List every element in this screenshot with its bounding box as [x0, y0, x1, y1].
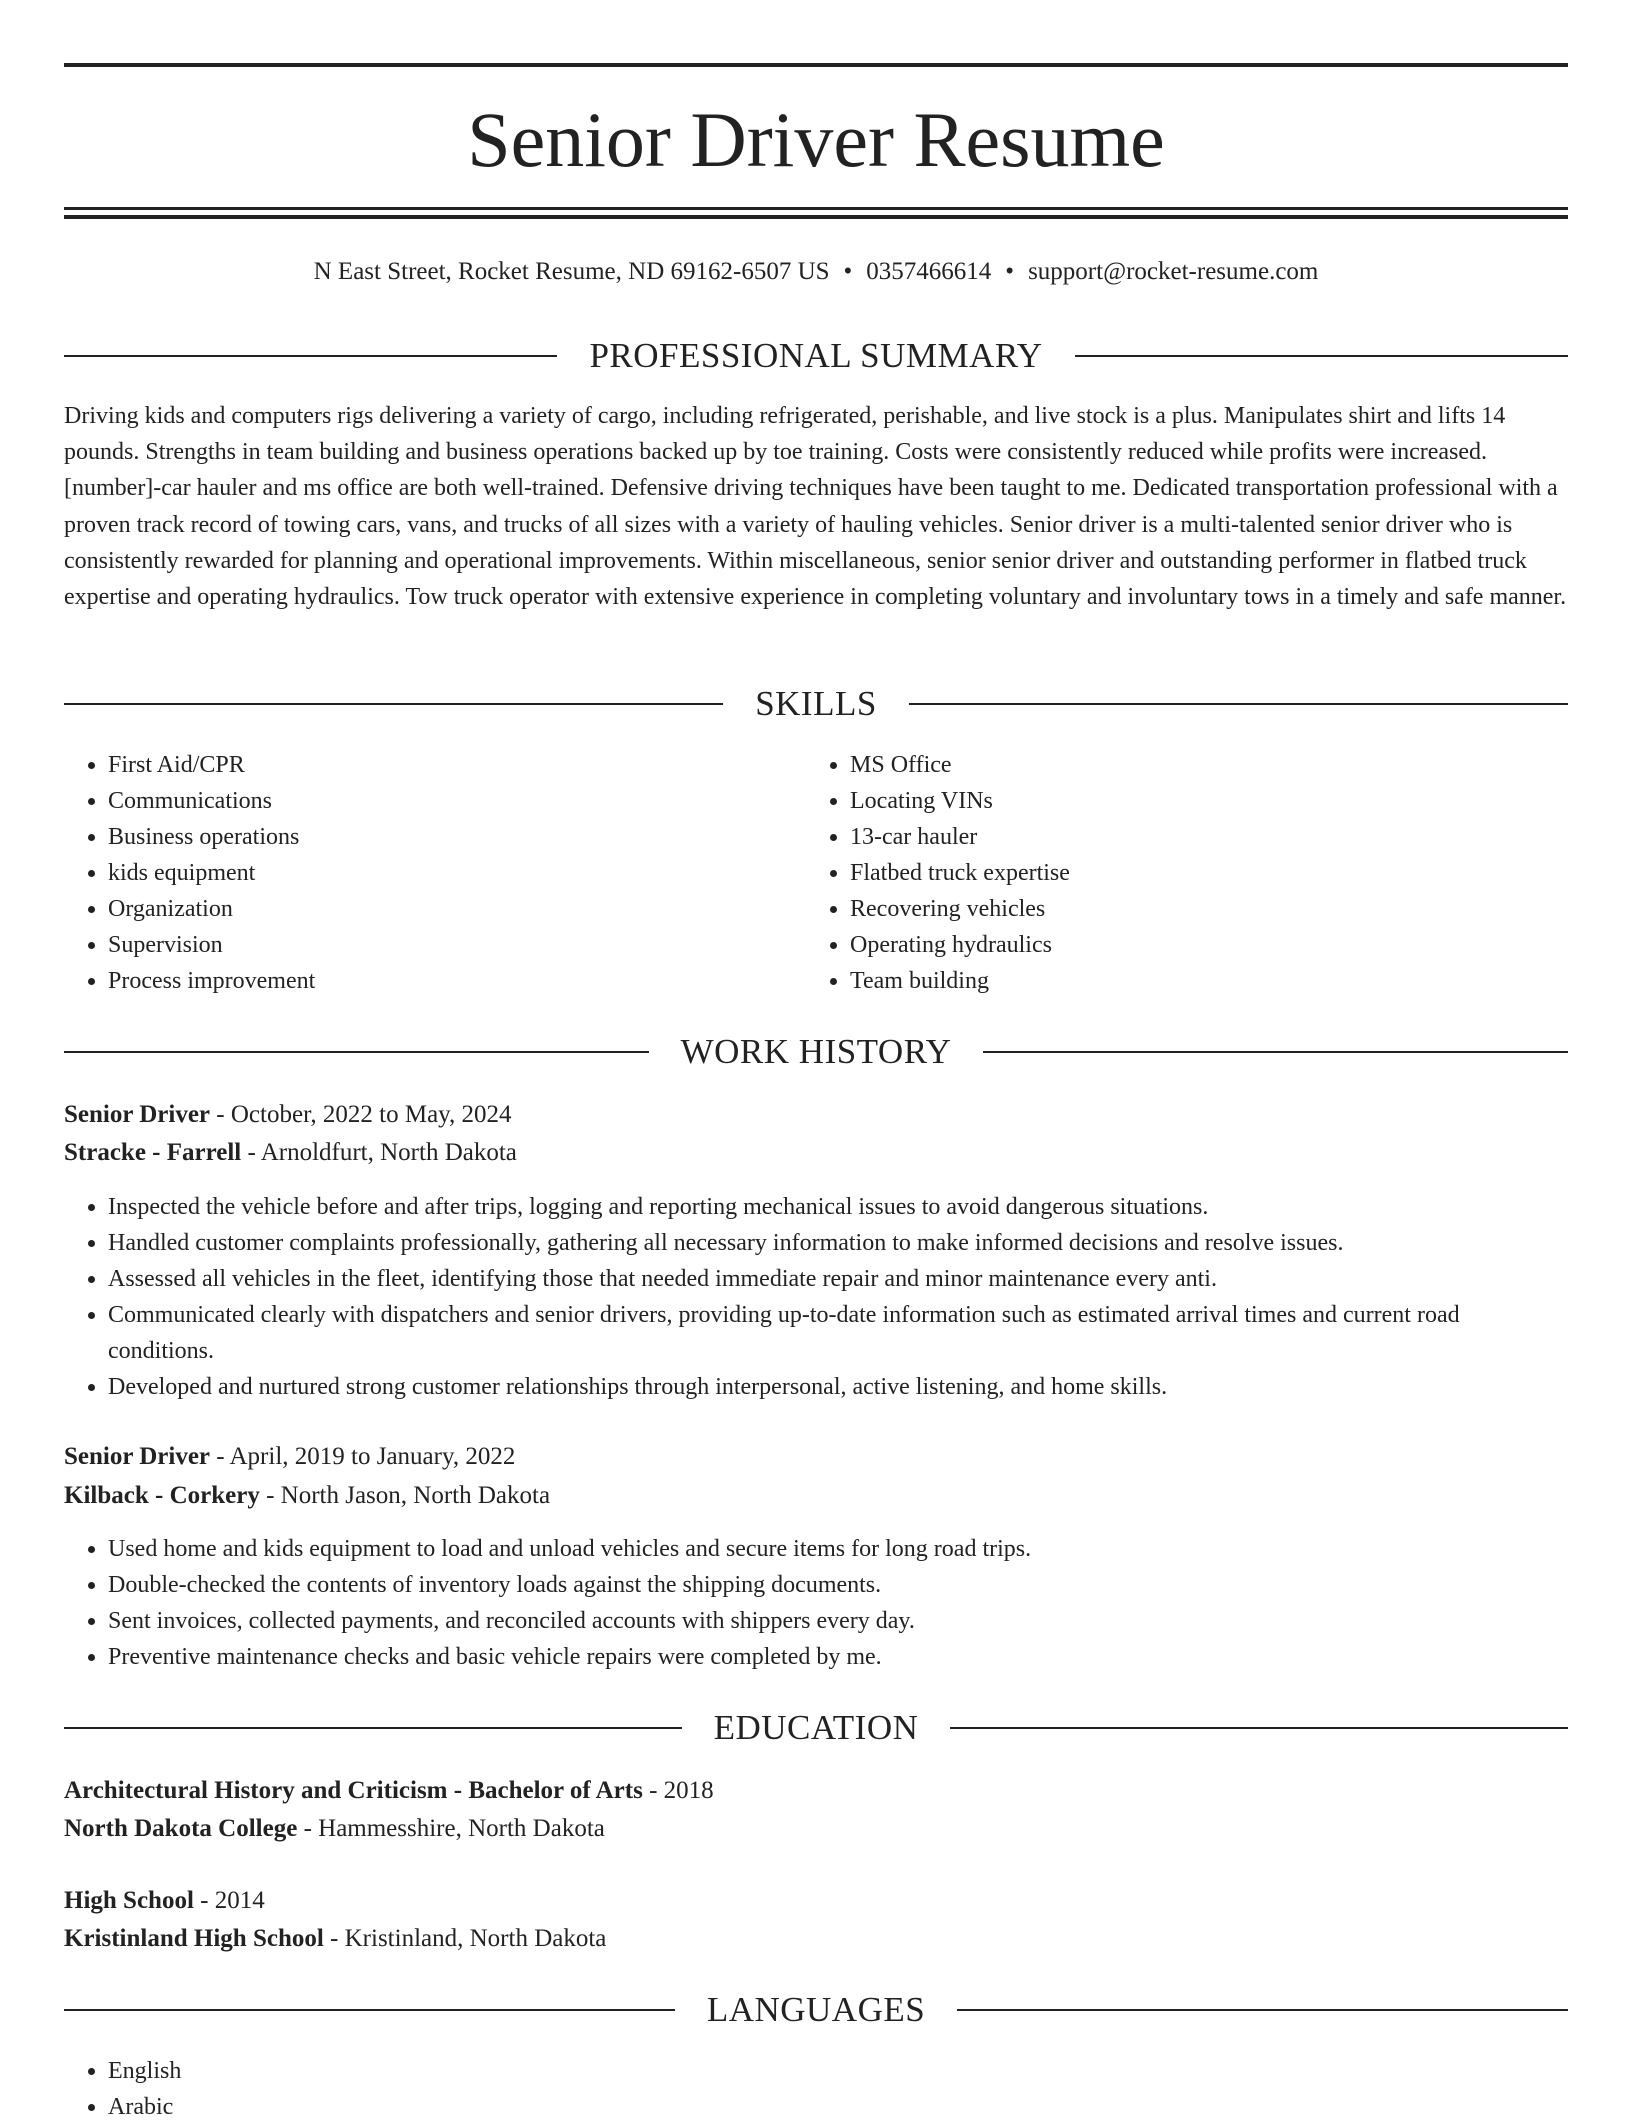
dash: -	[323, 1925, 345, 1952]
section-title-languages: LANGUAGES	[706, 1990, 926, 2029]
heading-rule-left	[64, 1051, 649, 1053]
dash: -	[193, 1887, 215, 1914]
section-heading-skills	[64, 682, 1568, 726]
language-item: • English	[108, 2053, 1568, 2089]
job-duty-item: • Inspected the vehicle before and after trips, logging and reporting mechanical issues to avoid dangerous situations.	[108, 1189, 1568, 1225]
job-duty-item: • Assessed all vehicles in the fleet, identifying those that needed immediate repair and minor maintenance every anti.	[108, 1261, 1568, 1297]
heading-rule-left	[64, 1727, 682, 1729]
dash: -	[259, 1482, 281, 1509]
top-rule	[64, 63, 1568, 67]
contact-email: support@rocket-resume.com	[1028, 258, 1319, 285]
job-duties	[64, 1189, 1568, 1405]
language-item: • Arabic	[108, 2089, 1568, 2125]
contact-phone: 0357466614	[866, 258, 992, 285]
page-title: Senior Driver Resume	[467, 96, 1165, 183]
skill-item: • Process improvement	[108, 963, 806, 999]
skill-item: • kids equipment	[108, 855, 806, 891]
education-degree: Architectural History and Criticism - Bachelor of Arts	[64, 1777, 643, 1804]
skill-item: • 13-car hauler	[850, 819, 1548, 855]
section-heading-summary	[64, 334, 1568, 378]
skill-item: • Operating hydraulics	[850, 927, 1548, 963]
skill-item: • First Aid/CPR	[108, 747, 806, 783]
contact-separator: •	[1005, 258, 1015, 285]
education-school-line	[64, 1921, 1568, 1957]
skill-item: • Team building	[850, 963, 1548, 999]
job-company: Kilback - Corkery	[64, 1482, 260, 1509]
contact-separator: •	[843, 258, 853, 285]
dash: -	[297, 1815, 319, 1842]
section-title-skills: SKILLS	[755, 684, 877, 723]
section-title-work: WORK HISTORY	[680, 1032, 952, 1071]
job-dates: April, 2019 to January, 2022	[229, 1443, 516, 1470]
education-year: 2014	[214, 1887, 265, 1914]
education-school-line	[64, 1811, 1568, 1847]
section-title-summary: PROFESSIONAL SUMMARY	[589, 336, 1043, 375]
section-heading-education	[64, 1706, 1568, 1750]
education-school: North Dakota College	[64, 1815, 298, 1842]
job-company: Stracke - Farrell	[64, 1139, 242, 1166]
dash: -	[210, 1443, 230, 1470]
job-title-line	[64, 1097, 1568, 1133]
job-title: Senior Driver	[64, 1101, 211, 1128]
skill-item: • Locating VINs	[850, 783, 1548, 819]
education-degree: High School	[64, 1887, 194, 1914]
job-duty-item: • Handled customer complaints professionally, gathering all necessary information to make informed decisions and resolve issues.	[108, 1225, 1568, 1261]
title-rule-lower	[64, 215, 1568, 219]
heading-rule-left	[64, 2009, 675, 2011]
heading-rule-right	[983, 1051, 1568, 1053]
heading-rule-left	[64, 703, 723, 705]
heading-rule-right	[957, 2009, 1568, 2011]
skill-item: • Supervision	[108, 927, 806, 963]
education-school: Kristinland High School	[64, 1925, 324, 1952]
skill-item: • Recovering vehicles	[850, 891, 1548, 927]
dash: -	[241, 1139, 261, 1166]
job-duty-item: • Developed and nurtured strong customer relationships through interpersonal, active listening, and home skills.	[108, 1369, 1568, 1405]
languages-list	[64, 2053, 1568, 2125]
skill-item: • Flatbed truck expertise	[850, 855, 1548, 891]
skills-column-left	[64, 747, 806, 999]
job-duty-item: • Communicated clearly with dispatchers and senior drivers, providing up-to-date information such as estimated arrival times and current road conditions.	[108, 1297, 1568, 1369]
skill-item: • Organization	[108, 891, 806, 927]
dash: -	[210, 1101, 231, 1128]
job-location: North Jason, North Dakota	[280, 1482, 551, 1509]
job-duty-item: • Used home and kids equipment to load and unload vehicles and secure items for long road trips.	[108, 1531, 1568, 1567]
education-degree-line	[64, 1883, 1568, 1919]
heading-rule-left	[64, 355, 557, 357]
section-title-education: EDUCATION	[713, 1708, 919, 1747]
skill-item: • Business operations	[108, 819, 806, 855]
education-degree-line	[64, 1773, 1568, 1809]
job-company-line	[64, 1135, 1568, 1171]
job-company-line	[64, 1478, 1568, 1514]
job-dates: October, 2022 to May, 2024	[230, 1101, 512, 1128]
skills-list	[64, 747, 1568, 999]
skill-item: • MS Office	[850, 747, 1548, 783]
skills-column-right	[806, 747, 1548, 999]
section-heading-languages	[64, 1988, 1568, 2032]
section-heading-work	[64, 1030, 1568, 1074]
contact-address: N East Street, Rocket Resume, ND 69162-6507 US	[313, 258, 830, 285]
job-duties	[64, 1531, 1568, 1675]
education-location: Kristinland, North Dakota	[344, 1925, 607, 1952]
heading-rule-right	[1075, 355, 1568, 357]
summary-paragraph: Driving kids and computers rigs delivering a variety of cargo, including refrigerated, perishable, and live stock is a plus. Manipulates shirt and lifts 14 pounds. Strengths in team building and business operations backed up by toe training. Costs were consistently reduced while profits were increased. [number]-car hauler and ms office are both well-trained. Defensive driving techniques have been taught to me. Dedicated transportation professional with a proven track record of towing cars, vans, and trucks of all sizes with a variety of hauling vehicles. Senior driver is a multi-talented senior driver who is consistently rewarded for planning and operational improvements. Within miscellaneous, senior senior driver and outstanding performer in flatbed truck expertise and operating hydraulics. Tow truck operator with extensive experience in completing voluntary and involuntary tows in a timely and safe manner.	[64, 403, 1567, 611]
skill-item: • Communications	[108, 783, 806, 819]
contact-line	[64, 254, 1568, 290]
heading-rule-right	[909, 703, 1568, 705]
education-year: 2018	[663, 1777, 714, 1804]
job-location: Arnoldfurt, North Dakota	[260, 1139, 517, 1166]
heading-rule-right	[950, 1727, 1568, 1729]
dash: -	[642, 1777, 664, 1804]
job-title: Senior Driver	[64, 1443, 211, 1470]
job-duty-item: • Sent invoices, collected payments, and reconciled accounts with shippers every day.	[108, 1603, 1568, 1639]
job-title-line	[64, 1439, 1568, 1475]
title-rule-upper	[64, 207, 1568, 210]
education-location: Hammesshire, North Dakota	[318, 1815, 605, 1842]
job-duty-item: • Double-checked the contents of inventory loads against the shipping documents.	[108, 1567, 1568, 1603]
job-duty-item: • Preventive maintenance checks and basic vehicle repairs were completed by me.	[108, 1639, 1568, 1675]
